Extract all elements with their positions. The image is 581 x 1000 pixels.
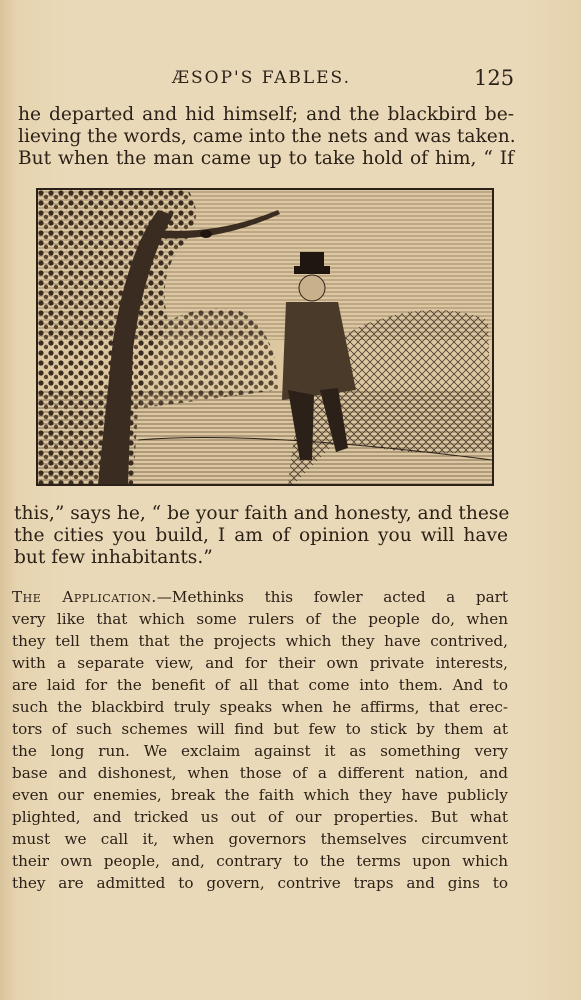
running-title: ÆSOP'S FABLES.: [172, 68, 351, 88]
text-line: they tell them that the projects which they have contrived,: [12, 632, 508, 650]
text-line: such the blackbird truly speaks when he affirms, that erec-: [12, 698, 508, 716]
text-line: must we call it, when governors themselves circumvent: [12, 830, 508, 848]
text-line: very like that which some rulers of the people do, when: [12, 610, 508, 628]
application-first-line: [12, 586, 508, 608]
fable-illustration: [36, 188, 494, 486]
text-line: base and dishonest, when those of a different nation, and: [12, 764, 508, 782]
text-line: he departed and hid himself; and the blackbird be-: [18, 104, 514, 125]
application-first-line-text: —Methinks this fowler acted a part: [156, 588, 508, 606]
text-line: plighted, and tricked us out of our properties. But what: [12, 808, 508, 826]
page-number: 125: [474, 66, 515, 90]
text-line: lieving the words, came into the nets and was taken.: [18, 126, 516, 147]
text-line: are laid for the benefit of all that come into them. And to: [12, 676, 508, 694]
text-line: the cities you build, I am of opinion you will have: [14, 525, 508, 546]
text-line: But when the man came up to take hold of him, “ If: [18, 148, 514, 169]
text-line: tors of such schemes will find but few to stick by them at: [12, 720, 508, 738]
engraving-image: [38, 190, 492, 484]
application-paragraph: [12, 586, 508, 894]
text-line: they are admitted to govern, contrive traps and gins to: [12, 874, 508, 892]
page-header: [0, 66, 581, 96]
application-heading: The Application.: [12, 588, 157, 606]
fable-text-bottom: [14, 503, 508, 569]
fable-text-top: [18, 104, 514, 170]
text-line: with a separate view, and for their own private interests,: [12, 654, 508, 672]
text-line: this,” says he, “ be your faith and honesty, and these: [14, 503, 510, 524]
text-line: even our enemies, break the faith which they have publicly: [12, 786, 508, 804]
text-line: the long run. We exclaim against it as something very: [12, 742, 508, 760]
text-line: but few inhabitants.”: [14, 547, 213, 568]
text-line: their own people, and, contrary to the terms upon which: [12, 852, 508, 870]
